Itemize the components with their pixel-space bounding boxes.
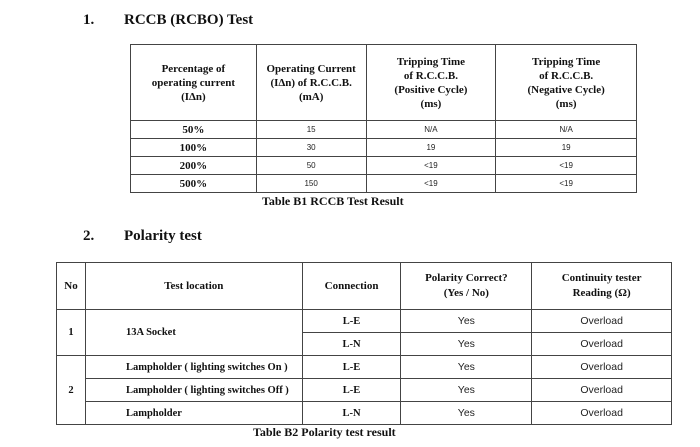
- cell-percentage: 500%: [131, 175, 257, 193]
- table-row: [57, 356, 672, 379]
- table-row: [57, 310, 672, 333]
- section-2-number: 2.: [83, 228, 95, 244]
- cell-no: 1: [57, 310, 86, 356]
- cell-location: Lampholder ( lighting switches On ): [85, 356, 302, 379]
- table-row: [131, 157, 637, 175]
- cell-polarity: Yes: [401, 379, 532, 402]
- cell-reading: Overload: [532, 379, 672, 402]
- polarity-table-header-row: [57, 263, 672, 310]
- table-row: [57, 379, 672, 402]
- cell-percentage: 50%: [131, 121, 257, 139]
- header-connection: Connection: [302, 263, 401, 310]
- header-percentage: Percentage of operating current (IΔn): [131, 45, 257, 121]
- cell-polarity: Yes: [401, 333, 532, 356]
- cell-current: 150: [256, 175, 366, 193]
- table-row: [57, 402, 672, 425]
- section-2-title: Polarity test: [124, 228, 202, 244]
- cell-connection: L-N: [302, 402, 401, 425]
- header-polarity-correct: Polarity Correct? (Yes / No): [401, 263, 532, 310]
- header-operating-current: Operating Current (IΔn) of R.C.C.B. (mA): [256, 45, 366, 121]
- cell-current: 15: [256, 121, 366, 139]
- section-1-number: 1.: [83, 12, 95, 28]
- cell-trip-negative: N/A: [496, 121, 637, 139]
- cell-percentage: 200%: [131, 157, 257, 175]
- cell-location: 13A Socket: [85, 310, 302, 356]
- cell-trip-positive: <19: [366, 175, 496, 193]
- cell-polarity: Yes: [401, 356, 532, 379]
- table-row: [131, 121, 637, 139]
- table-row: [131, 139, 637, 157]
- cell-location: Lampholder ( lighting switches Off ): [85, 379, 302, 402]
- cell-connection: L-E: [302, 379, 401, 402]
- table-row: [131, 175, 637, 193]
- section-1-title: RCCB (RCBO) Test: [124, 12, 254, 28]
- header-continuity-reading: Continuity tester Reading (Ω): [532, 263, 672, 310]
- cell-polarity: Yes: [401, 402, 532, 425]
- cell-trip-negative: <19: [496, 175, 637, 193]
- header-test-location: Test location: [85, 263, 302, 310]
- cell-polarity: Yes: [401, 310, 532, 333]
- cell-reading: Overload: [532, 356, 672, 379]
- cell-no: 2: [57, 356, 86, 425]
- header-trip-positive: Tripping Time of R.C.C.B. (Positive Cycle) (ms): [366, 45, 496, 121]
- cell-current: 30: [256, 139, 366, 157]
- cell-reading: Overload: [532, 333, 672, 356]
- cell-reading: Overload: [532, 402, 672, 425]
- cell-connection: L-E: [302, 356, 401, 379]
- cell-location: Lampholder: [85, 402, 302, 425]
- cell-trip-positive: 19: [366, 139, 496, 157]
- table-b2-caption: Table B2 Polarity test result: [253, 425, 396, 439]
- cell-connection: L-E: [302, 310, 401, 333]
- cell-current: 50: [256, 157, 366, 175]
- rccb-table-header-row: [131, 45, 637, 121]
- header-trip-negative: Tripping Time of R.C.C.B. (Negative Cycle) (ms): [496, 45, 637, 121]
- cell-trip-positive: N/A: [366, 121, 496, 139]
- cell-trip-negative: <19: [496, 157, 637, 175]
- polarity-test-table: [56, 262, 672, 425]
- cell-reading: Overload: [532, 310, 672, 333]
- cell-connection: L-N: [302, 333, 401, 356]
- rccb-test-table: [130, 44, 637, 193]
- cell-trip-positive: <19: [366, 157, 496, 175]
- cell-percentage: 100%: [131, 139, 257, 157]
- table-b1-caption: Table B1 RCCB Test Result: [262, 194, 404, 208]
- cell-trip-negative: 19: [496, 139, 637, 157]
- header-no: No: [57, 263, 86, 310]
